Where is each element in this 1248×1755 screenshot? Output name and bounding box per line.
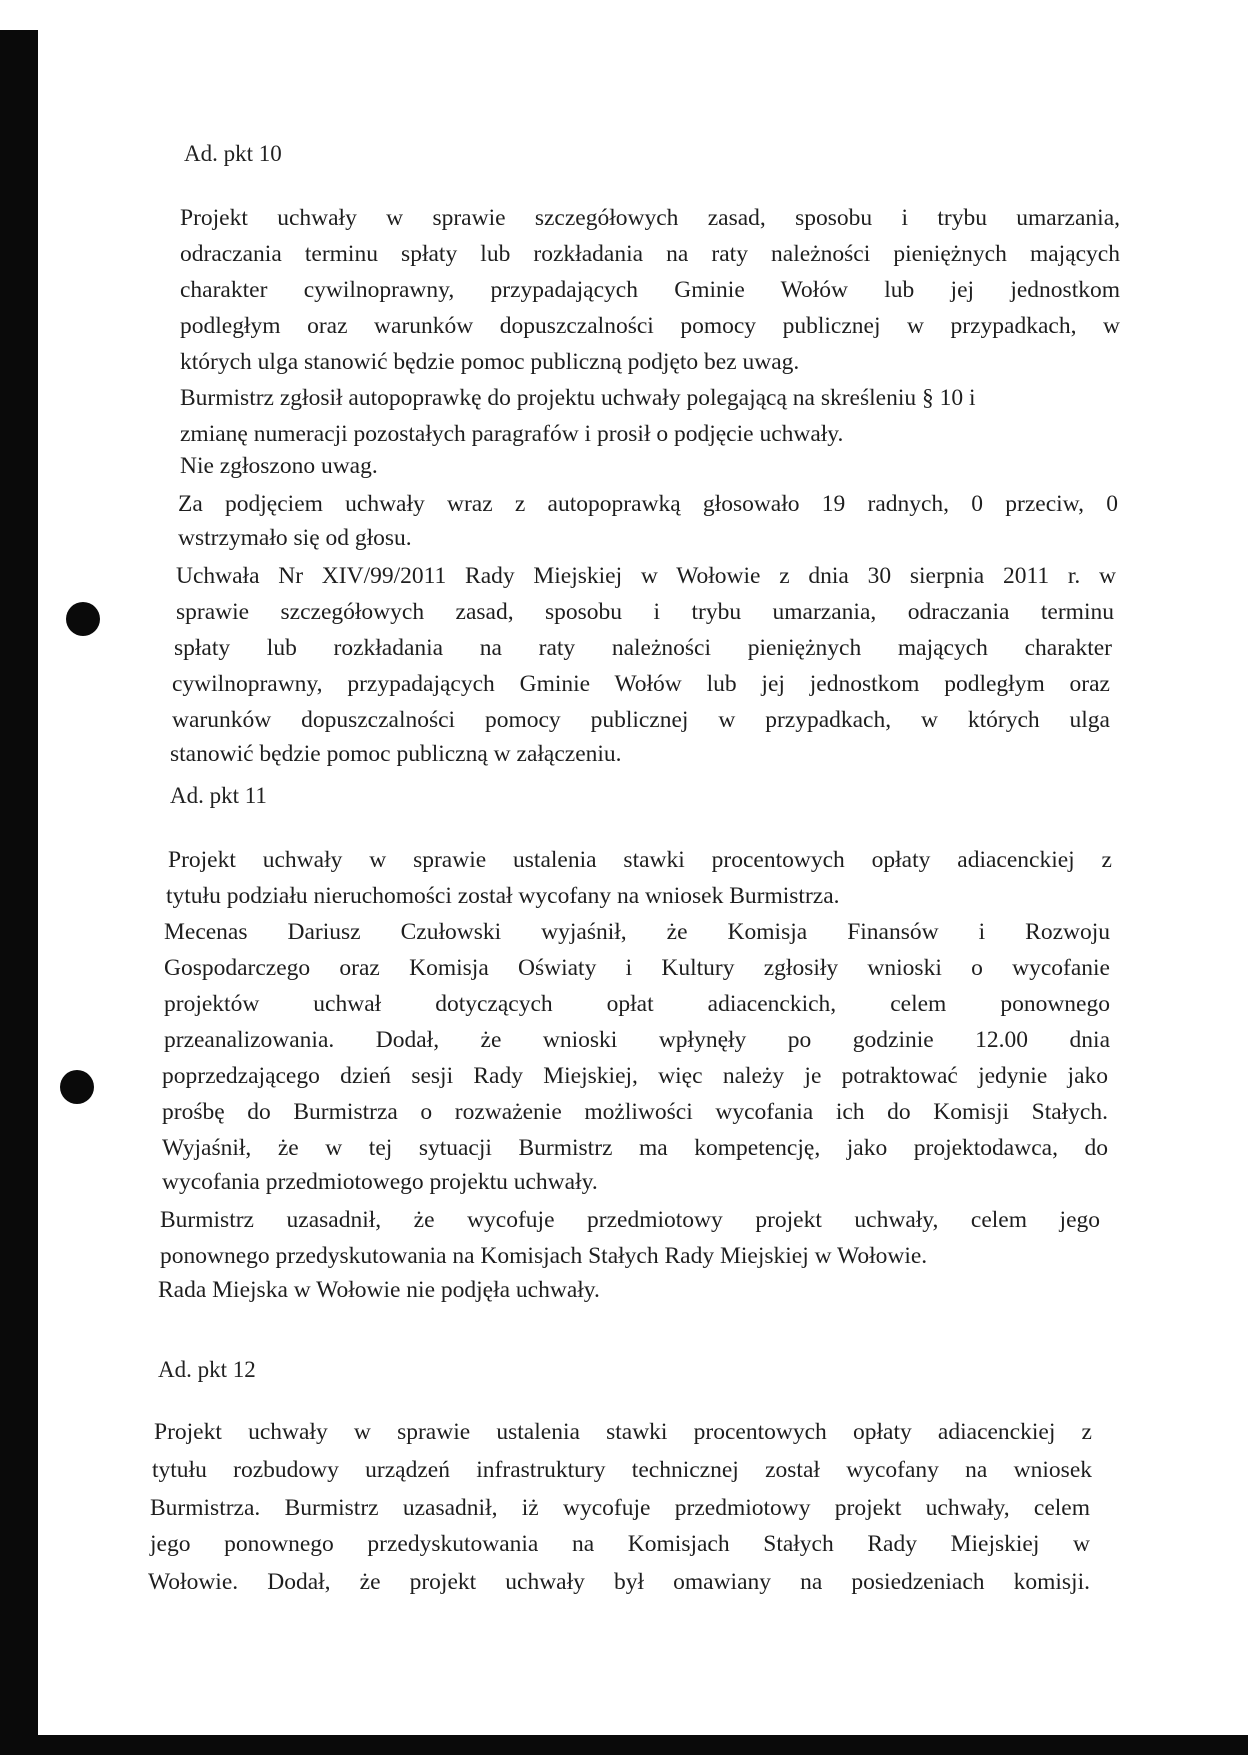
section-heading-10: Ad. pkt 10 [184,141,282,166]
paragraph-line: prośbę do Burmistrza o rozważenie możliwości wycofania ich do Komisji Stałych. [162,1099,1108,1125]
paragraph-line: sprawie szczegółowych zasad, sposobu i trybu umarzania, odraczania terminu [176,599,1114,625]
paragraph-line: stanowić będzie pomoc publiczną w załączeniu. [170,741,622,767]
paragraph-line: których ulga stanowić będzie pomoc publiczną podjęto bez uwag. [180,349,800,375]
paragraph-line: jego ponownego przedyskutowania na Komisjach Stałych Rady Miejskiej w [150,1531,1090,1557]
paragraph-line: spłaty lub rozkładania na raty należności pieniężnych mających charakter [174,635,1112,661]
paragraph-line: warunków dopuszczalności pomocy publicznej w przypadkach, w których ulga [172,707,1110,733]
paragraph-line: zmianę numeracji pozostałych paragrafów i prosił o podjęcie uchwały. [180,421,844,447]
paragraph-line: przeanalizowania. Dodał, że wnioski wpłynęły po godzinie 12.00 dnia [164,1027,1110,1053]
paragraph-line: projektów uchwał dotyczących opłat adiacenckich, celem ponownego [164,991,1110,1017]
paragraph-line: Burmistrza. Burmistrz uzasadnił, iż wycofuje przedmiotowy projekt uchwały, celem [150,1495,1090,1521]
paragraph-line: Burmistrz uzasadnił, że wycofuje przedmiotowy projekt uchwały, celem jego [160,1207,1100,1233]
paragraph-line: poprzedzającego dzień sesji Rady Miejskiej, więc należy je potraktować jedynie jako [162,1063,1108,1089]
paragraph-line: Wyjaśnił, że w tej sytuacji Burmistrz ma kompetencję, jako projektodawca, do [162,1135,1108,1161]
paragraph-line: Wołowie. Dodał, że projekt uchwały był omawiany na posiedzeniach komisji. [148,1569,1090,1595]
paragraph-line: Projekt uchwały w sprawie ustalenia stawki procentowych opłaty adiacenckiej z [154,1419,1092,1445]
paragraph-line: tytułu podziału nieruchomości został wycofany na wniosek Burmistrza. [166,883,840,909]
paragraph-line: wstrzymało się od głosu. [178,525,412,551]
paragraph-line: Burmistrz zgłosił autopoprawkę do projektu uchwały polegającą na skreśleniu § 10 i [180,385,976,411]
paragraph-line: odraczania terminu spłaty lub rozkładania na raty należności pieniężnych mających [180,241,1120,267]
paragraph-line: tytułu rozbudowy urządzeń infrastruktury technicznej został wycofany na wniosek [152,1457,1092,1483]
paragraph-line: Projekt uchwały w sprawie ustalenia stawki procentowych opłaty adiacenckiej z [168,847,1112,873]
paragraph-line: Projekt uchwały w sprawie szczegółowych zasad, sposobu i trybu umarzania, [180,205,1120,231]
paragraph-line: cywilnoprawny, przypadających Gminie Wołów lub jej jednostkom podległym oraz [172,671,1110,697]
paragraph-line: Za podjęciem uchwały wraz z autopoprawką głosowało 19 radnych, 0 przeciw, 0 [178,491,1118,517]
paragraph-line: podległym oraz warunków dopuszczalności pomocy publicznej w przypadkach, w [180,313,1120,339]
paragraph-line: Nie zgłoszono uwag. [180,453,378,479]
section-heading-12: Ad. pkt 12 [158,1357,256,1382]
paragraph-line: Uchwała Nr XIV/99/2011 Rady Miejskiej w Wołowie z dnia 30 sierpnia 2011 r. w [176,563,1116,589]
paragraph-line: charakter cywilnoprawny, przypadających Gminie Wołów lub jej jednostkom [180,277,1120,303]
paragraph-line: wycofania przedmiotowego projektu uchwały. [162,1169,598,1195]
paragraph-line: Gospodarczego oraz Komisja Oświaty i Kultury zgłosiły wnioski o wycofanie [164,955,1110,981]
paragraph-line: Rada Miejska w Wołowie nie podjęła uchwały. [158,1277,600,1303]
paragraph-line: ponownego przedyskutowania na Komisjach Stałych Rady Miejskiej w Wołowie. [160,1243,928,1269]
section-heading-11: Ad. pkt 11 [170,783,267,808]
paragraph-line: Mecenas Dariusz Czułowski wyjaśnił, że Komisja Finansów i Rozwoju [164,919,1110,945]
